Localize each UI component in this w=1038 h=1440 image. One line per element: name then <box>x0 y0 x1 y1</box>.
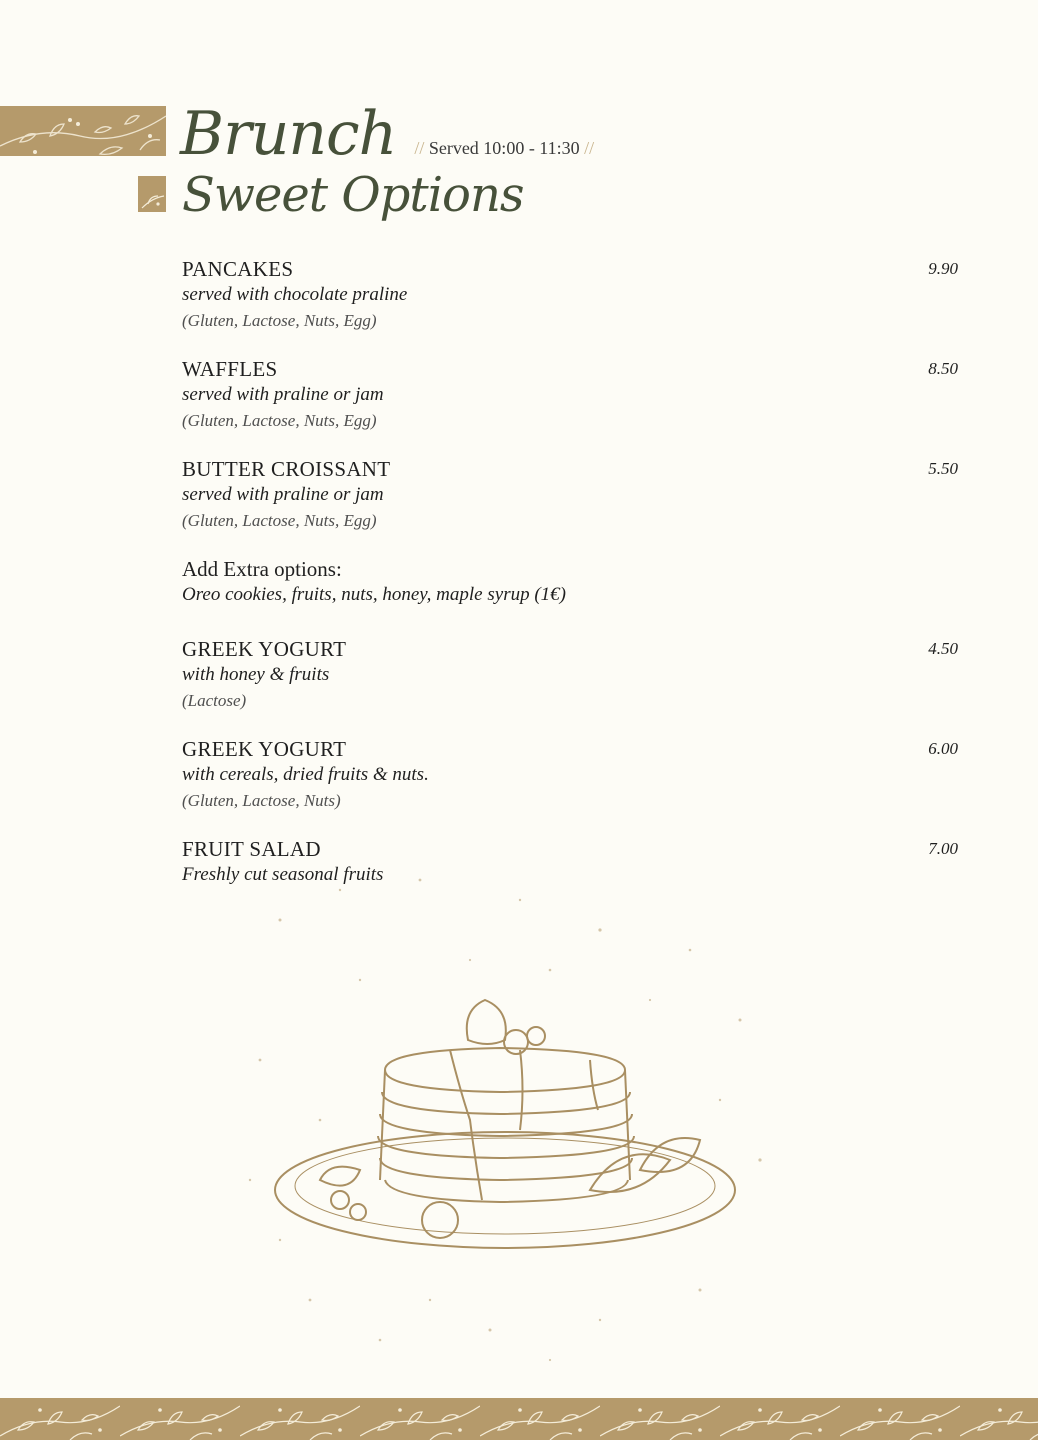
item-allergens: (Gluten, Lactose, Nuts, Egg) <box>182 311 377 330</box>
menu-item <box>182 356 958 434</box>
item-price: 5.50 <box>928 459 958 478</box>
serving-hours <box>414 138 594 159</box>
menu-item <box>182 256 958 334</box>
decorative-leaf-band-top <box>0 106 166 156</box>
leaf-corner-icon <box>138 176 166 212</box>
menu-item <box>182 636 958 714</box>
leaf-pattern-icon <box>0 1398 1038 1440</box>
item-allergens: (Gluten, Lactose, Nuts, Egg) <box>182 411 377 430</box>
item-price: 4.50 <box>928 639 958 658</box>
leaf-pattern-icon <box>0 106 166 156</box>
menu-item <box>182 456 958 534</box>
item-name: WAFFLES <box>182 357 278 381</box>
item-allergens: (Gluten, Lactose, Nuts) <box>182 791 341 810</box>
separator-left: // <box>414 138 425 158</box>
item-description: with cereals, dried fruits & nuts. <box>182 764 429 785</box>
item-description: served with praline or jam <box>182 384 384 405</box>
extras-block <box>182 556 958 608</box>
item-allergens: (Lactose) <box>182 691 247 710</box>
pancake-stack-icon <box>220 860 800 1380</box>
item-name: FRUIT SALAD <box>182 837 321 861</box>
menu-item <box>182 736 958 814</box>
item-name: GREEK YOGURT <box>182 737 347 761</box>
item-allergens: (Gluten, Lactose, Nuts, Egg) <box>182 511 377 530</box>
separator-right: // <box>584 138 595 158</box>
extras-description: Oreo cookies, fruits, nuts, honey, maple syrup (1€) <box>182 584 566 605</box>
item-price: 7.00 <box>928 839 958 858</box>
menu-list <box>182 256 958 910</box>
item-price: 8.50 <box>928 359 958 378</box>
item-description: Freshly cut seasonal fruits <box>182 864 384 885</box>
extras-label: Add Extra options: <box>182 557 342 581</box>
item-name: BUTTER CROISSANT <box>182 457 391 481</box>
item-price: 6.00 <box>928 739 958 758</box>
item-name: GREEK YOGURT <box>182 637 347 661</box>
page-title: Brunch <box>180 99 397 169</box>
section-title: Sweet Options <box>182 167 524 223</box>
decorative-leaf-band-bottom <box>0 1398 1038 1440</box>
item-description: served with praline or jam <box>182 484 384 505</box>
decorative-leaf-square <box>138 176 166 212</box>
serving-hours-text: Served 10:00 - 11:30 <box>428 138 580 158</box>
pancake-illustration <box>220 860 800 1380</box>
item-description: with honey & fruits <box>182 664 330 685</box>
item-description: served with chocolate praline <box>182 284 408 305</box>
item-name: PANCAKES <box>182 257 294 281</box>
item-price: 9.90 <box>928 259 958 278</box>
